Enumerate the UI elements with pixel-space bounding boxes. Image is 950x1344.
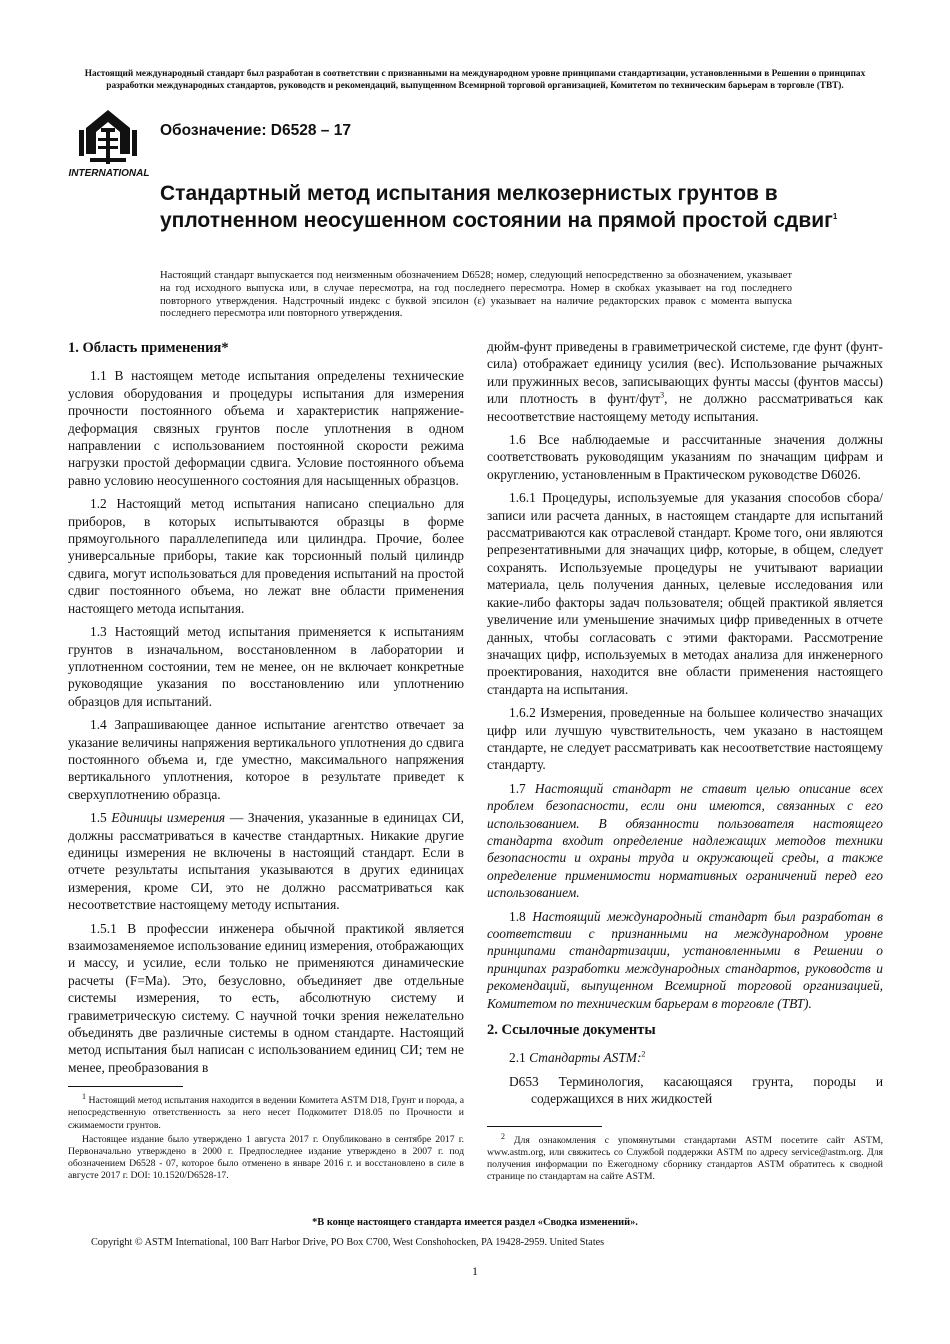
para-2-1-num: 2.1 [509,1050,530,1066]
para-1-5-term: Единицы измерения [111,810,226,826]
right-column [487,338,883,1185]
section-1-heading: 1. Область применения* [68,340,229,356]
para-2-1-sup: 2 [641,1049,646,1059]
astm-logo-icon [66,106,152,180]
para-1-5-1-continued [487,338,883,425]
para-1-1: 1.1 В настоящем методе испытания определены технические условия оборудования и процедуры испытания для измерения прочности постоянного объема и характеристик напряжение-деформация связных грунтов после уплотнения в одном направлении с использованием постоянной скорости режима нагрузки простой деформации сдвига. Условие постоянного объема равно условию неосушенного состояния для насыщенных образцов. [68,368,464,488]
footnote-1-text: Настоящий метод испытания находится в ведении Комитета ASTM D18, Грунт и порода, а непосредственную ответственность за него несет Подкомитет D18.05 по Прочности и сжимаемости грунтов. [68,1095,464,1131]
para-1-2: 1.2 Настоящий метод испытания написано специально для приборов, в которых испытываются образцы в форме прямоугольного параллелепипеда или цилиндра. Прочие, более универсальные приборы, такие как торсионный полый цилиндр сдвига, могут использоваться для проведения испытаний на простой сдвиг постоянного объема, но лежат вне области применения настоящего метода испытания. [68,496,464,616]
para-1-8 [487,908,883,1012]
para-2-1 [487,1049,883,1066]
title-footnote-ref: 1 [832,212,838,221]
para-1-3: 1.3 Настоящий метод испытания применяется к испытаниям грунтов в изначальном, восстановленном в лаборатории и уплотненном состоянии, тем не менее, он не включает конкретные руководящие указания по восстановлению или уплотнению образцов для испытаний. [68,624,464,709]
standards-notice: Настоящий международный стандарт был разработан в соответствии с признанными на международном уровне принципами стандартизации, установленными в Решении о принципах разработки международных стандартов, руководств и рекомендаций, выпущенном Всемирной торговой организацией, Комитетом по техническим барьерам в торговле (ТВТ). [84,69,866,91]
footnote-1 [68,1092,464,1132]
para-1-8-num: 1.8 [509,908,533,924]
para-1-6-1: 1.6.1 Процедуры, используемые для указания способов сбора/записи или расчета данных, в настоящем стандарте для испытаний рассматриваются как отраслевой стандарт. Кроме того, они являются репрезентативными для значащих цифр, которые, в общем, следует сохранять. Используемые процедуры не учитывают вариации материала, цель получения данных, целевые исследования или какие-либо факторы задач пользователя; общей практикой является увеличение или уменьшение значимых цифр приведенных в отчете данных, чтобы согласовать с этими факторами. Рассмотрение значащих цифр, используемых в методах анализа для инженерного проектирования, находится вне области применения настоящего стандарта на испытания. [487,490,883,697]
para-1-5-num: 1.5 [90,810,112,826]
logo-subtitle: INTERNATIONAL [68,168,150,179]
para-cont-sup: 3 [660,390,665,400]
page-title [160,180,860,234]
para-1-8-text: Настоящий международный стандарт был разработан в соответствии с признанными на международном уровне принципами стандартизации, установленными в Решении о принципах разработки международных стандартов, руководств и рекомендаций, выпущенном Всемирной торговой организацией, Комитетом по техническим барьерам в торговле (ТВТ). [487,908,883,1011]
footnote-divider [68,1086,183,1087]
para-1-5 [68,809,464,913]
para-1-7 [487,780,883,902]
copyright: Copyright © ASTM International, 100 Barr Harbor Drive, PO Box C700, West Conshohocken, PA 19428-2959. United States [91,1237,605,1248]
footnote-2-text: Для ознакомления с упомянутыми стандартами ASTM посетите сайт ASTM, www.astm.org, или свяжитесь со Службой поддержки ASTM по адресу service@astm.org. Для получения информации по Ежегодному сборнику стандартов ASTM обратитесь к сводной странице по стандартам на сайте ASTM. [487,1134,883,1183]
para-1-6: 1.6 Все наблюдаемые и рассчитанные значения должны соответствовать руководящим указаниям по значащим цифрам и округлению, установленным в Практическом руководстве D6026. [487,432,883,482]
page-number: 1 [472,1264,478,1278]
footnote-2 [487,1131,883,1184]
designation: Обозначение: D6528 – 17 [160,122,351,139]
astm-logo [66,106,152,180]
reference-d653: D653 Терминология, касающаяся грунта, породы и содержащихся в них жидкостей [509,1073,883,1107]
para-1-7-text: Настоящий стандарт не ставит целью описание всех проблем безопасности, если они имеются, связанных с его использованием. В обязанности пользователя настоящего стандарта входит определение надлежащих методов техники безопасности и охраны труда и окружающей среды, а также определение применимости нормативных ограничений перед его использованием. [487,780,883,901]
section-2-heading: 2. Ссылочные документы [487,1022,656,1039]
para-1-4: 1.4 Запрашивающее данное испытание агентство отвечает за указание величины напряжения вертикального уплотнения до сдвига постоянного объема и, где уместно, максимального напряжения вертикального уплотнения, которое в результате приведет к сверхуплотнению образца. [68,717,464,802]
para-cont-text: дюйм-фунт приведены в гравиметрической системе, где фунт (фунт-сила) отображает единицу усилия (вес). Использование рычажных или пружинных весов, записывающих фунты массы (фунтов массы) или плотность в фунт/фут [487,339,883,407]
intro-note: Настоящий стандарт выпускается под неизменным обозначением D6528; номер, следующий непосредственно за обозначением, указывает на год исходного выпуска или, в случае пересмотра, на год последнего пересмотра. Номер в скобках указывает на год последнего повторного утверждения. Надстрочный индекс с буквой эпсилон (ε) указывает на наличие редакторских правок с момента выпуска последнего пересмотра или повторного утверждения. [160,270,792,320]
summary-of-changes-note: *В конце настоящего стандарта имеется раздел «Сводка изменений». [312,1217,638,1228]
para-1-5-text: — Значения, указанные в единицах СИ, должны рассматриваться в качестве стандартных. Никакие другие единицы измерения не включены в настоящий стандарт. Если в отчете результаты испытания указываются в других единицах измерения, кроме СИ, это не должно рассматриваться как несоответствие настоящему методу испытания. [68,810,464,913]
para-cont-end: , не должно рассматриваться как несоответствие настоящему методу испытания. [487,391,883,424]
title-text: Стандартный метод испытания мелкозернистых грунтов в уплотненном неосушенном состоянии на прямой простой сдвиг [160,182,833,232]
left-column [68,338,464,1185]
para-1-5-1: 1.5.1 В профессии инженера обычной практикой является взаимозаменяемое использование единиц измерения, отображающих и массу, и усилие, если только не применяются динамические расчеты (F=Ma). Это, безусловно, объединяет две отдельные системы измерения, то есть, абсолютную систему и гравиметрическую систему. С научной точки зрения нежелательно объединять две различные системы в одном стандарте. Настоящий метод испытания был написан с использованием единиц СИ; тем не менее, преобразования в [68,920,464,1075]
footnote-1-mark: 1 [82,1092,86,1102]
para-2-1-label: Стандарты ASTM: [529,1050,642,1066]
footnote-1-approval: Настоящее издание было утверждено 1 августа 2017 г. Опубликовано в сентябре 2017 г. Первоначально утверждено в 2000 г. Предпоследнее издание утверждено в 2007 г. под обозначением D6528 - 07, которое было отменено в январе 2016 г. и восстановлено в силе в августе 2017 г. DOI: 10.1520/D6528-17. [68,1133,464,1182]
para-1-7-num: 1.7 [509,780,535,796]
para-1-6-2: 1.6.2 Измерения, проведенные на большее количество значащих цифр или лучшую чувствительность, чем указано в настоящем стандарте, не следует рассматривать как несоответствие настоящему стандарту. [487,705,883,773]
footnote-divider-2 [487,1126,602,1127]
footnote-2-mark: 2 [501,1131,505,1141]
